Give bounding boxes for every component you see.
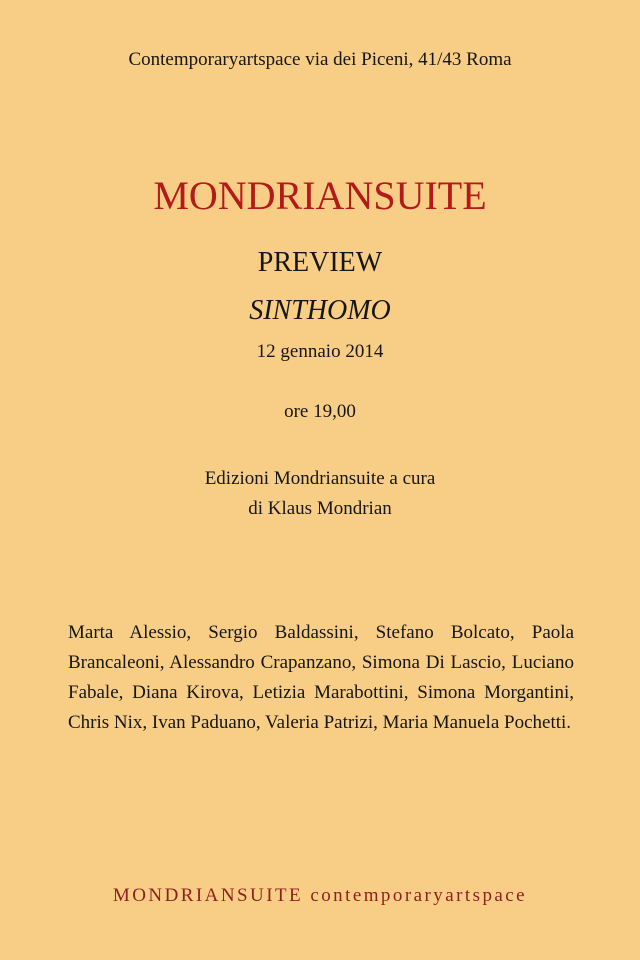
event-title: MONDRIANSUITE bbox=[153, 173, 487, 218]
footer-brand bbox=[0, 884, 640, 908]
preview-title: PREVIEW bbox=[257, 247, 383, 278]
edition-credit bbox=[0, 464, 640, 524]
show-title: SINTHOMO bbox=[249, 295, 391, 326]
event-date: 12 gennaio 2014 bbox=[256, 341, 384, 362]
footer-space-name: contemporaryartspace bbox=[310, 885, 528, 906]
artists-list: Marta Alessio, Sergio Baldassini, Stefano Bolcato, Paola Brancaleoni, Alessandro Crapanzano, Simona Di Lascio, Luciano Fabale, Diana Kirova, Letizia Marabottini, Simona Morgantini, Chris Nix, Ivan Paduano, Valeria Patrizi, Maria Manuela Pochetti. bbox=[68, 622, 574, 733]
footer-brand-name: MONDRIANSUITE bbox=[112, 885, 304, 906]
edition-line-1: Edizioni Mondriansuite a cura bbox=[204, 468, 436, 489]
venue-line: Contemporaryartspace via dei Piceni, 41/43 Roma bbox=[128, 49, 512, 70]
event-time: ore 19,00 bbox=[284, 401, 356, 422]
edition-line-2: di Klaus Mondrian bbox=[248, 498, 392, 519]
